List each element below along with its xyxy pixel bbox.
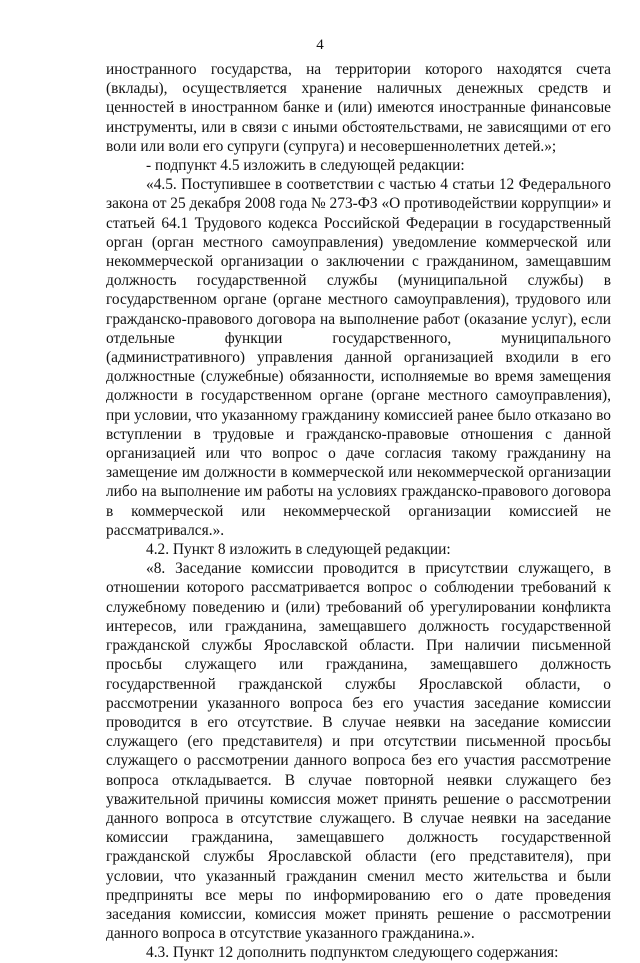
page-number: 4	[316, 37, 324, 53]
paragraph-subpoint-4-5-instruction: - подпункт 4.5 изложить в следующей редакции:	[146, 157, 465, 175]
paragraph-point-4-3: 4.3. Пункт 12 дополнить подпунктом следующего содержания:	[146, 944, 559, 962]
paragraph-point-8-text: «8. Заседание комиссии проводится в присутствии служащего, в отношении которого рассматривается вопрос о соблюдении требований к служебному поведению и (или) требований об урегулировании конфликта интересов, или гражданина, замещавшего должность государственной гражданской службы Ярославской области. При наличии письменной просьбы служащего или гражданина, замещавшего должность государственной гражданской службы Ярославской области, о рассмотрении указанного вопроса без его участия заседание комиссии проводится в его отсутствие. В случае неявки на заседание комиссии служащего (его представителя) и при отсутствии письменной просьбы служащего о рассмотрении данного вопроса без его участия рассмотрение вопроса откладывается. В случае повторной неявки служащего без уважительной причины комиссия может принять решение о рассмотрении данного вопроса в отсутствие служащего. В случае неявки на заседание комиссии гражданина, замещавшего должность государственной гражданской службы Ярославской области (его представителя), при условии, что указанный гражданин сменил место жительства и были предприняты все меры по информированию его о дате проведения заседания комиссии, комиссия может принять решение о рассмотрении данного вопроса в отсутствие указанного гражданина.».	[106, 560, 611, 943]
paragraph-point-4-2: 4.2. Пункт 8 изложить в следующей редакции:	[146, 541, 451, 559]
document-body	[106, 60, 611, 963]
paragraph-subpoint-4-5-text: «4.5. Поступившее в соответствии с частью 4 статьи 12 Федерального закона от 25 декабря 2008 года № 273-ФЗ «О противодействии коррупции» и статьей 64.1 Трудового кодекса Российской Федерации в государственный орган (орган местного самоуправления) уведомление коммерческой или некоммерческой организации о заключении с гражданином, замещавшим должность государственной службы (муниципальной службы) в государственном органе (органе местного самоуправления), трудового или гражданско-правового договора на выполнение работ (оказание услуг), если отдельные функции государственного, муниципального (административного) управления данной организацией входили в его должностные (служебные) обязанности, исполняемые во время замещения должности в государственном органе (органе местного самоуправления), при условии, что указанному гражданину комиссией ранее было отказано во вступлении в трудовые и гражданско-правовые отношения с данной организацией или что вопрос о даче согласия такому гражданину на замещение им должности в коммерческой или некоммерческой организации либо на выполнение им работы на условиях гражданско-правового договора в коммерческой или некоммерческой организации комиссией не рассматривался.».	[106, 176, 611, 539]
paragraph-continuation: иностранного государства, на территории которого находятся счета (вклады), осуществляется хранение наличных денежных средств и ценностей в иностранном банке и (или) имеются иностранные финансовые инструменты, или в связи с иными обстоятельствами, не зависящими от его воли или воли его супруги (супруга) и несовершеннолетних детей.»;	[106, 61, 611, 155]
